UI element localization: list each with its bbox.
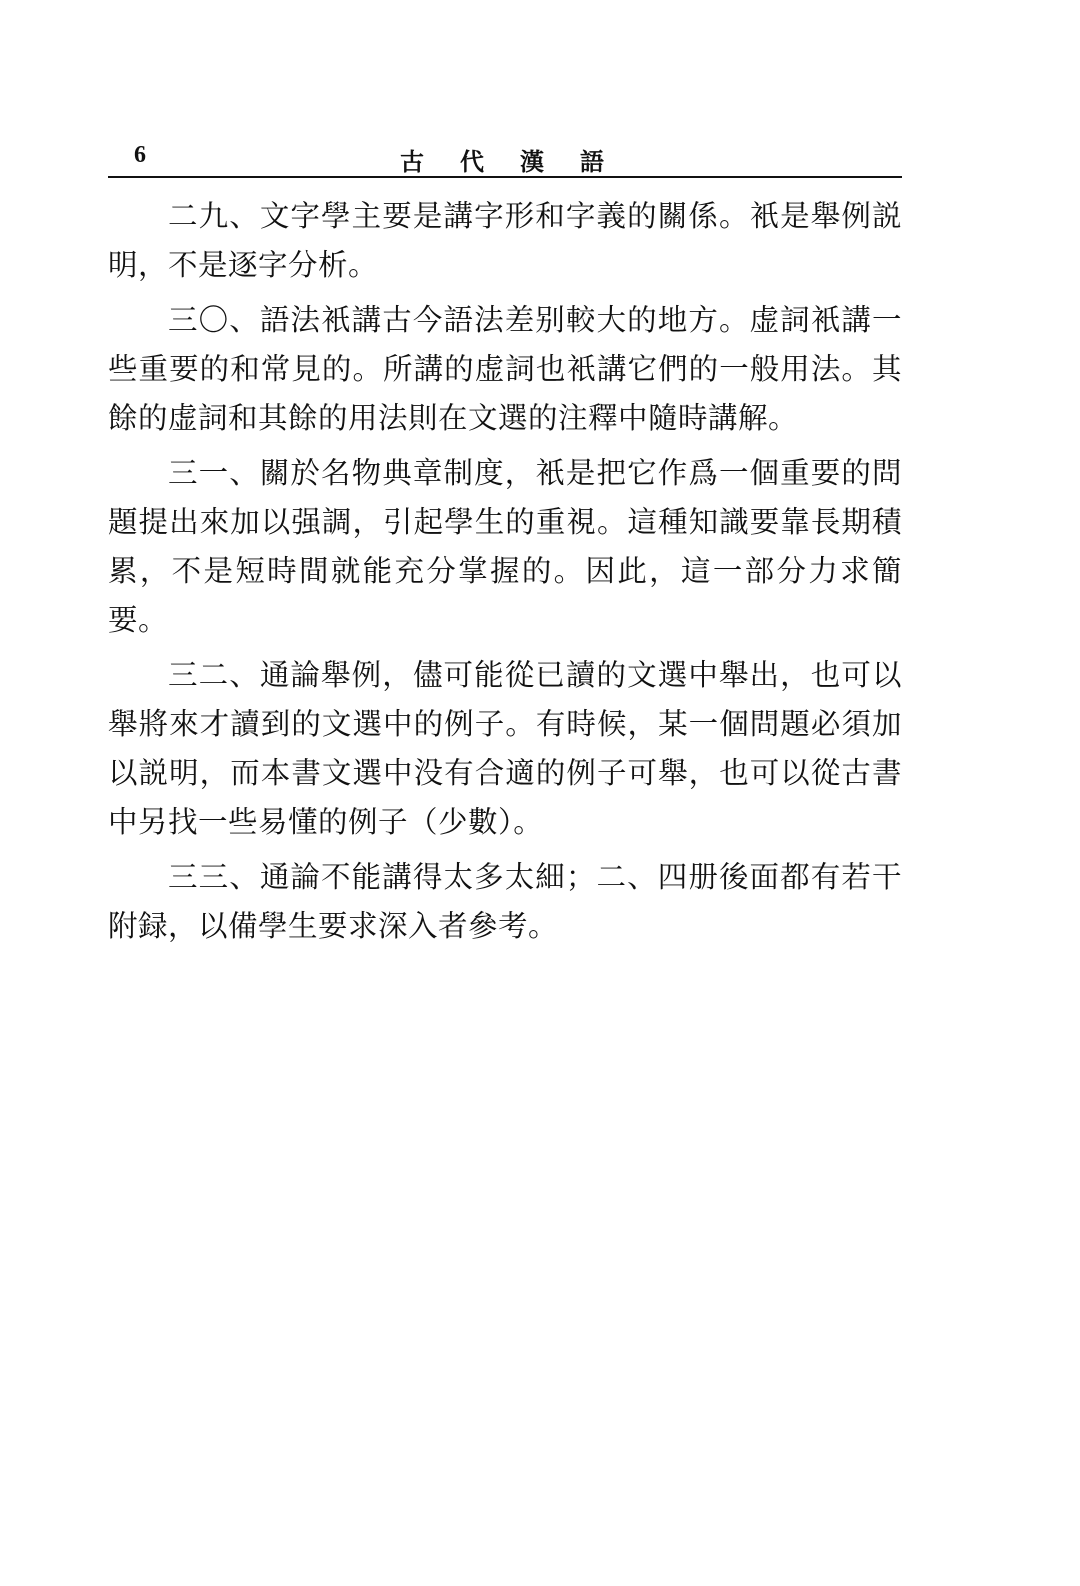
- paragraph-33: 三三、通論不能講得太多太細；二、四册後面都有若干附録，以備學生要求深入者參考。: [108, 860, 902, 943]
- paragraph-29: 二九、文字學主要是講字形和字義的關係。衹是舉例説明，不是逐字分析。: [108, 199, 902, 282]
- page-number: 6: [134, 142, 146, 168]
- paragraph-31: 三一、關於名物典章制度，衹是把它作爲一個重要的問題提出來加以强調，引起學生的重視。這種知識要靠長期積累，不是短時間就能充分掌握的。因此，這一部分力求簡要。: [108, 456, 902, 637]
- page-header: [108, 138, 902, 178]
- body-text: [108, 192, 902, 957]
- paragraph-32: 三二、通論舉例，儘可能從已讀的文選中舉出，也可以舉將來才讀到的文選中的例子。有時候，某一個問題必須加以説明，而本書文選中没有合適的例子可舉，也可以從古書中另找一些易懂的例子（少數）。: [108, 658, 902, 839]
- running-title: 古代漢語: [400, 147, 640, 176]
- paragraph-30: 三〇、語法衹講古今語法差别較大的地方。虚詞衹講一些重要的和常見的。所講的虚詞也衹講它們的一般用法。其餘的虚詞和其餘的用法則在文選的注釋中隨時講解。: [108, 303, 902, 435]
